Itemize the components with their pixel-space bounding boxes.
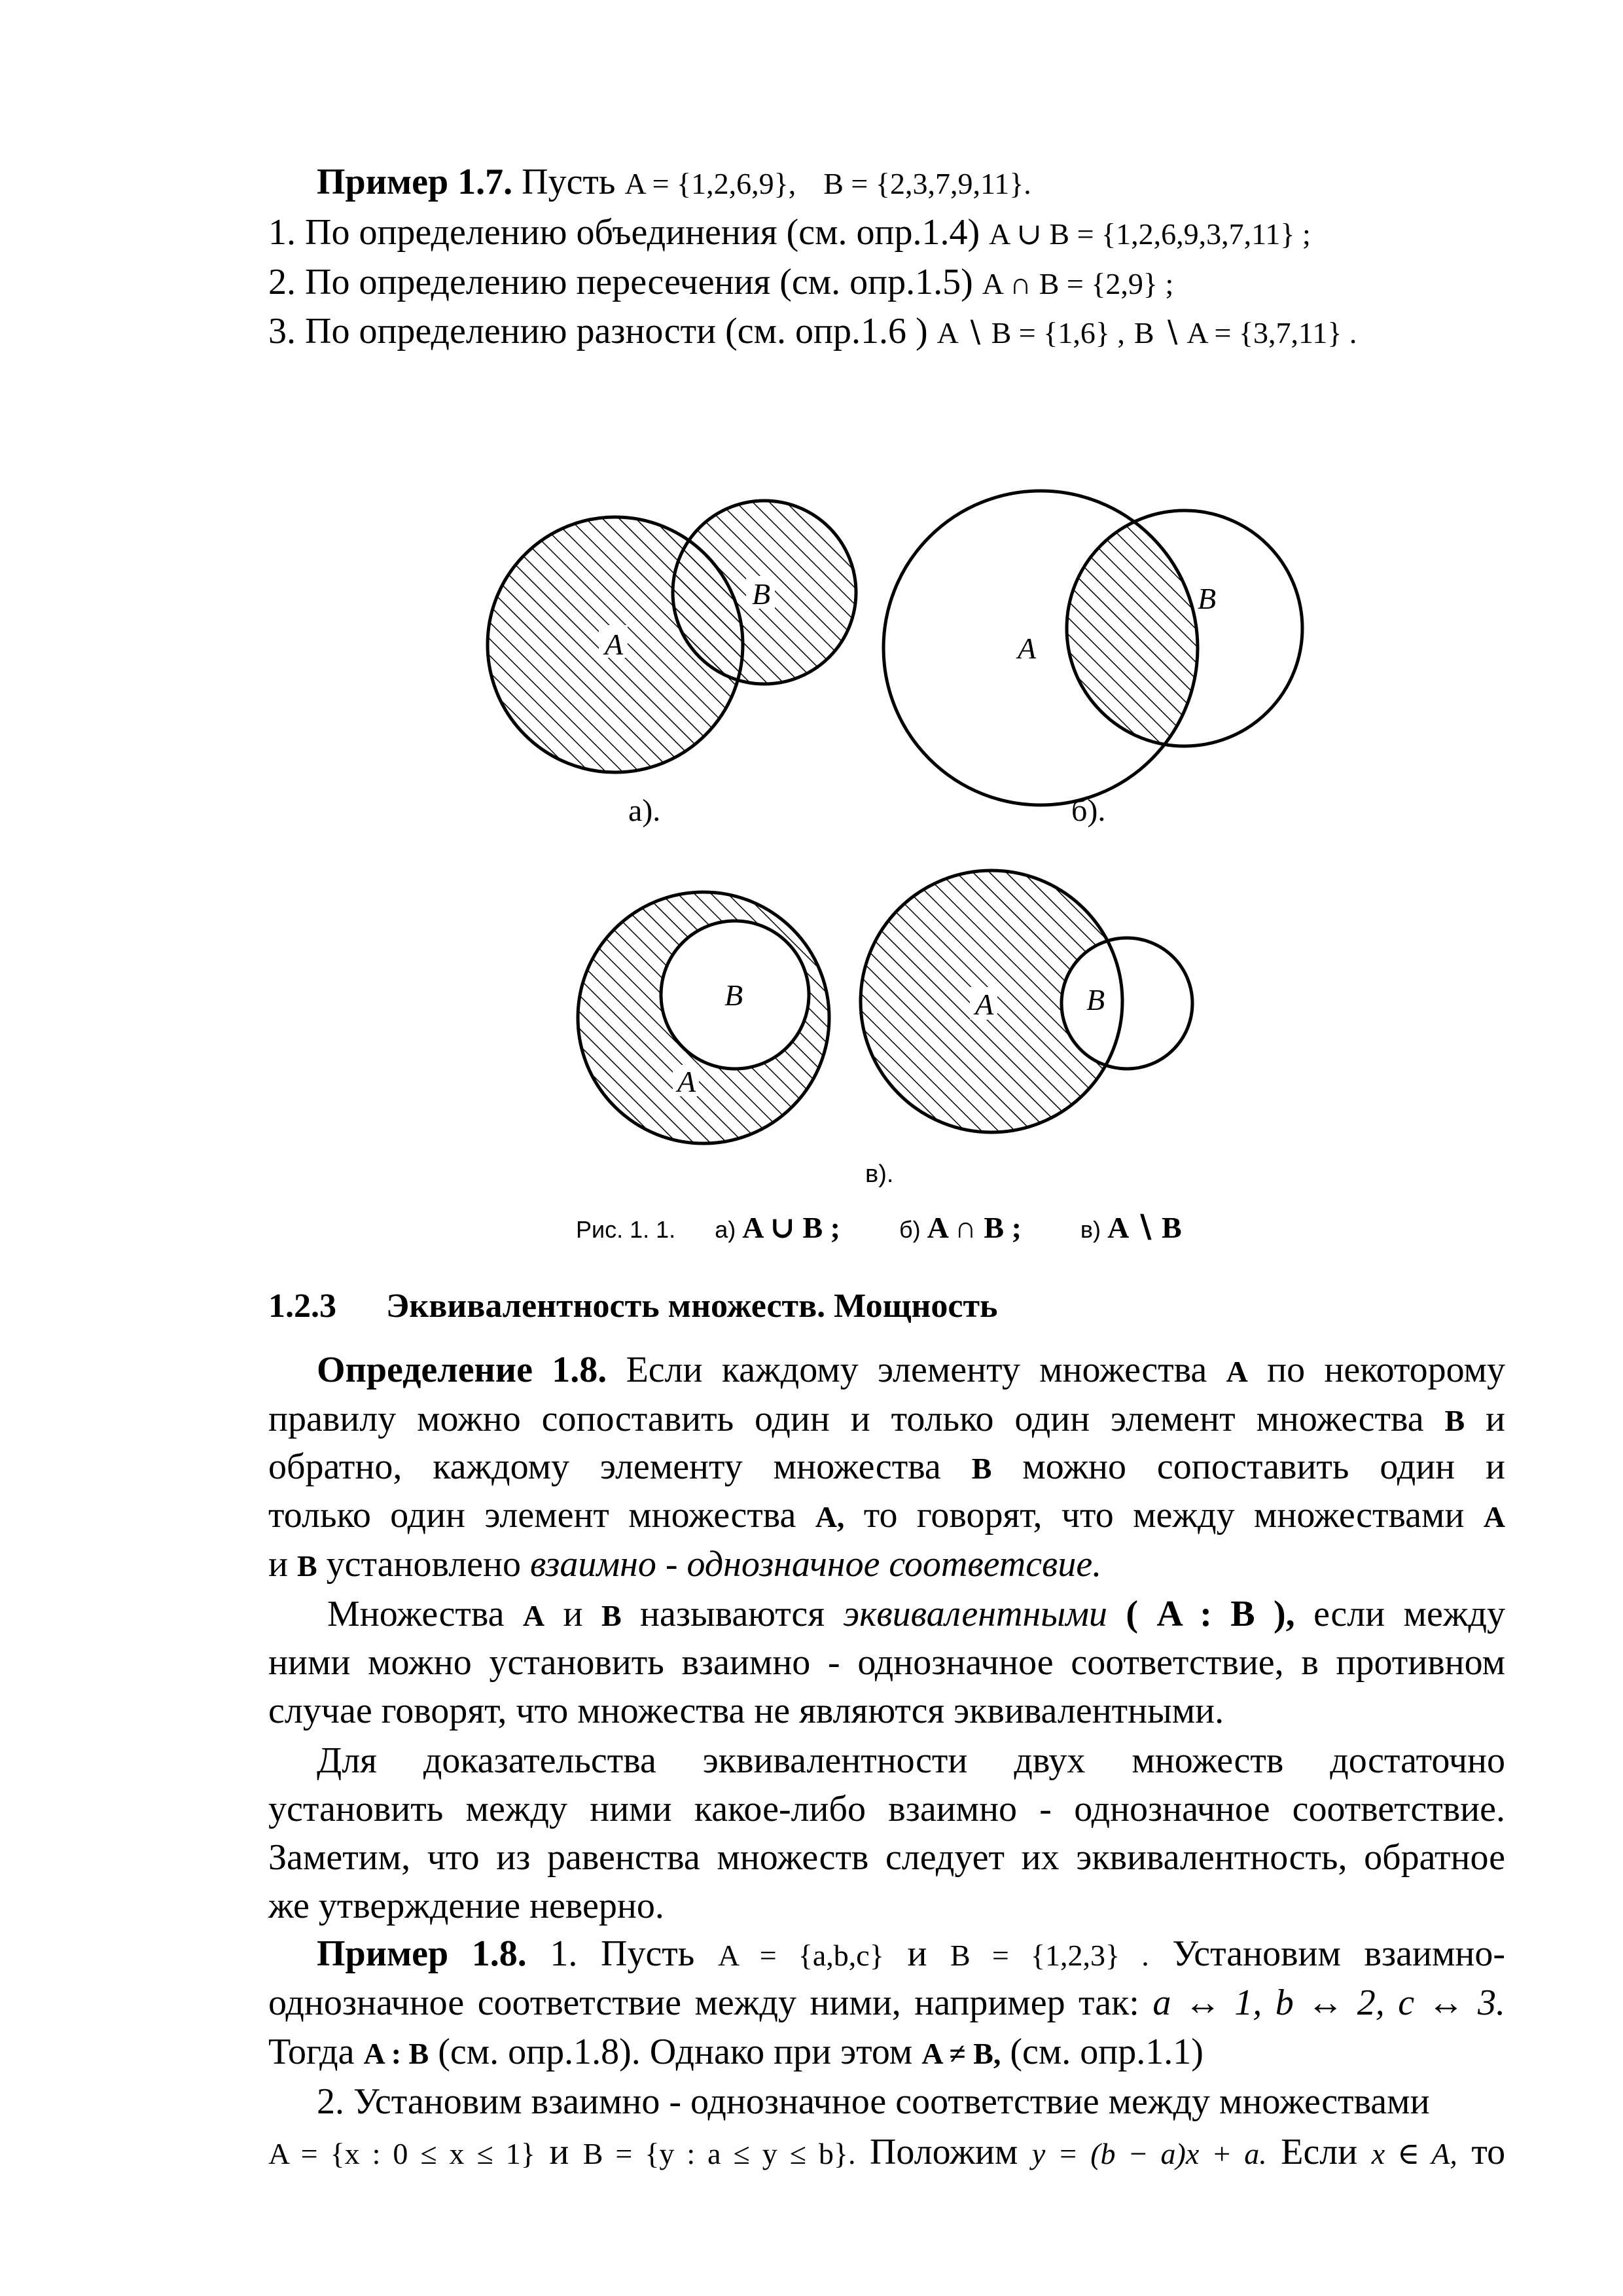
definition-line-4: только один элемент множества A, то говорят, что между множествами A <box>268 1495 1505 1535</box>
section-title: Эквивалентность множеств. Мощность <box>386 1287 998 1325</box>
set-a-interval: A = {x : 0 ≤ x ≤ 1} <box>268 2137 535 2170</box>
definition-label: Определение 1.8. <box>317 1350 607 1390</box>
proof-note-line-3: Заметим, что из равенства множеств следует их эквивалентность, обратное <box>268 1837 1505 1878</box>
diagram-a-label-A: A <box>605 628 624 661</box>
set-b-interval: B = {y : a ≤ y ≤ b}. <box>582 2137 856 2170</box>
diagram-b-label-B: B <box>1198 582 1217 615</box>
definition-term: взаимно - однозначное соответсвие. <box>529 1544 1102 1585</box>
diagram-intersection <box>883 491 1302 805</box>
caption-difference: A ∖ B <box>1107 1211 1182 1244</box>
caption-union: A ∪ B ; <box>742 1211 840 1244</box>
definition-line-3: обратно, каждому элементу множества B можно сопоставить один и <box>268 1446 1506 1487</box>
set-a-definition: A = {1,2,6,9}, <box>624 167 796 200</box>
proof-note-line-4: же утверждение неверно. <box>268 1886 664 1926</box>
equivalence-notation: ( A : B ), <box>1126 1594 1295 1634</box>
example-1-7-line-2: 2. По определению пересечения (см. опр.1.5) A ∩ B = {2,9} ; <box>268 262 1174 302</box>
linear-map-formula: y = (b − a)x + a. <box>1031 2137 1267 2170</box>
diagram-union <box>488 501 856 772</box>
example-1-8-line-5: A = {x : 0 ≤ x ≤ 1} и B = {y : a ≤ y ≤ b}. Положим y = (b − a)x + a. Если x ∈ A, то <box>268 2132 1506 2172</box>
example-1-8-line-4: 2. Установим взаимно - однозначное соответствие между множествами <box>317 2081 1430 2122</box>
intersection-result: A ∩ B = {2,9} ; <box>982 267 1174 300</box>
equivalent-term: эквивалентными <box>843 1594 1107 1634</box>
definition-line-1: Определение 1.8. Если каждому элементу множества A по некоторому <box>317 1350 1505 1390</box>
caption-prefix: Рис. 1. 1. <box>576 1216 676 1243</box>
section-number: 1.2.3 <box>268 1287 336 1325</box>
subfigure-label-b: б). <box>1071 793 1106 828</box>
diagram-difference-inner <box>578 892 829 1143</box>
difference-a-b-result: A ∖ B = {1,6} , <box>936 316 1125 350</box>
example-title: Пример 1.7. <box>317 162 513 202</box>
diagram-c2-label-B: B <box>1086 983 1105 1016</box>
diagram-c1-label-B: B <box>724 978 743 1012</box>
proof-note-line-2: установить между ними какое-либо взаимно - однозначное соответствие. <box>268 1789 1505 1829</box>
section-heading <box>268 1289 998 1323</box>
proof-note-line-1: Для доказательства эквивалентности двух множеств достаточно <box>317 1740 1505 1781</box>
equivalence-line-2: ними можно установить взаимно - однозначное соответствие, в противном <box>268 1642 1505 1683</box>
set-b-definition: B = {2,3,7,9,11}. <box>823 167 1031 200</box>
figure-caption: Рис. 1. 1. а) A ∪ B ; б) A ∩ B ; в) A ∖ B <box>576 1211 1182 1244</box>
equivalence-line-3: случае говорят, что множества не являются эквивалентными. <box>268 1691 1224 1731</box>
example-1-8-title: Пример 1.8. <box>317 1933 527 1974</box>
example-1-8-line-2: однозначное соответствие между ними, например так: a ↔ 1, b ↔ 2, c ↔ 3. <box>268 1982 1506 2023</box>
diagram-difference-overlap <box>861 870 1192 1132</box>
correspondence-mapping: a ↔ 1, b ↔ 2, c ↔ 3. <box>1152 1982 1506 2023</box>
example-1-7-line-1: 1. По определению объединения (см. опр.1.4) A ∪ B = {1,2,6,9,3,7,11} ; <box>268 212 1311 253</box>
subfigure-label-c: в). <box>865 1160 894 1188</box>
example-1-7-line-3: 3. По определению разности (см. опр.1.6 ) A ∖ B = {1,6} , B ∖ A = {3,7,11} . <box>268 311 1357 351</box>
diagram-b-label-A: A <box>1018 632 1037 665</box>
equivalence-line-1: Множества A и B называются эквивалентными ( A : B ), если между <box>327 1594 1506 1634</box>
diagram-c2-label-A: A <box>975 988 994 1021</box>
example-intro: Пусть <box>522 162 616 202</box>
diagram-c1-label-A: A <box>677 1065 696 1098</box>
example-1-8-line-3: Тогда A : B (см. опр.1.8). Однако при этом A ≠ B, (см. опр.1.1) <box>268 2032 1204 2072</box>
caption-intersection: A ∩ B ; <box>927 1211 1022 1244</box>
subfigure-label-a: а). <box>628 793 661 828</box>
definition-line-5: и B установлено взаимно - однозначное соответсвие. <box>268 1544 1102 1585</box>
diagram-a-label-B: B <box>752 577 771 611</box>
definition-line-2: правилу можно сопоставить один и только один элемент множества B и <box>268 1399 1506 1439</box>
difference-b-a-result: B ∖ A = {3,7,11} . <box>1133 316 1357 350</box>
example-1-8-line-1: Пример 1.8. 1. Пусть A = {a,b,c} и B = {1,2,3} . Установим взаимно- <box>317 1933 1505 1974</box>
union-result: A ∪ B = {1,2,6,9,3,7,11} ; <box>989 217 1311 251</box>
